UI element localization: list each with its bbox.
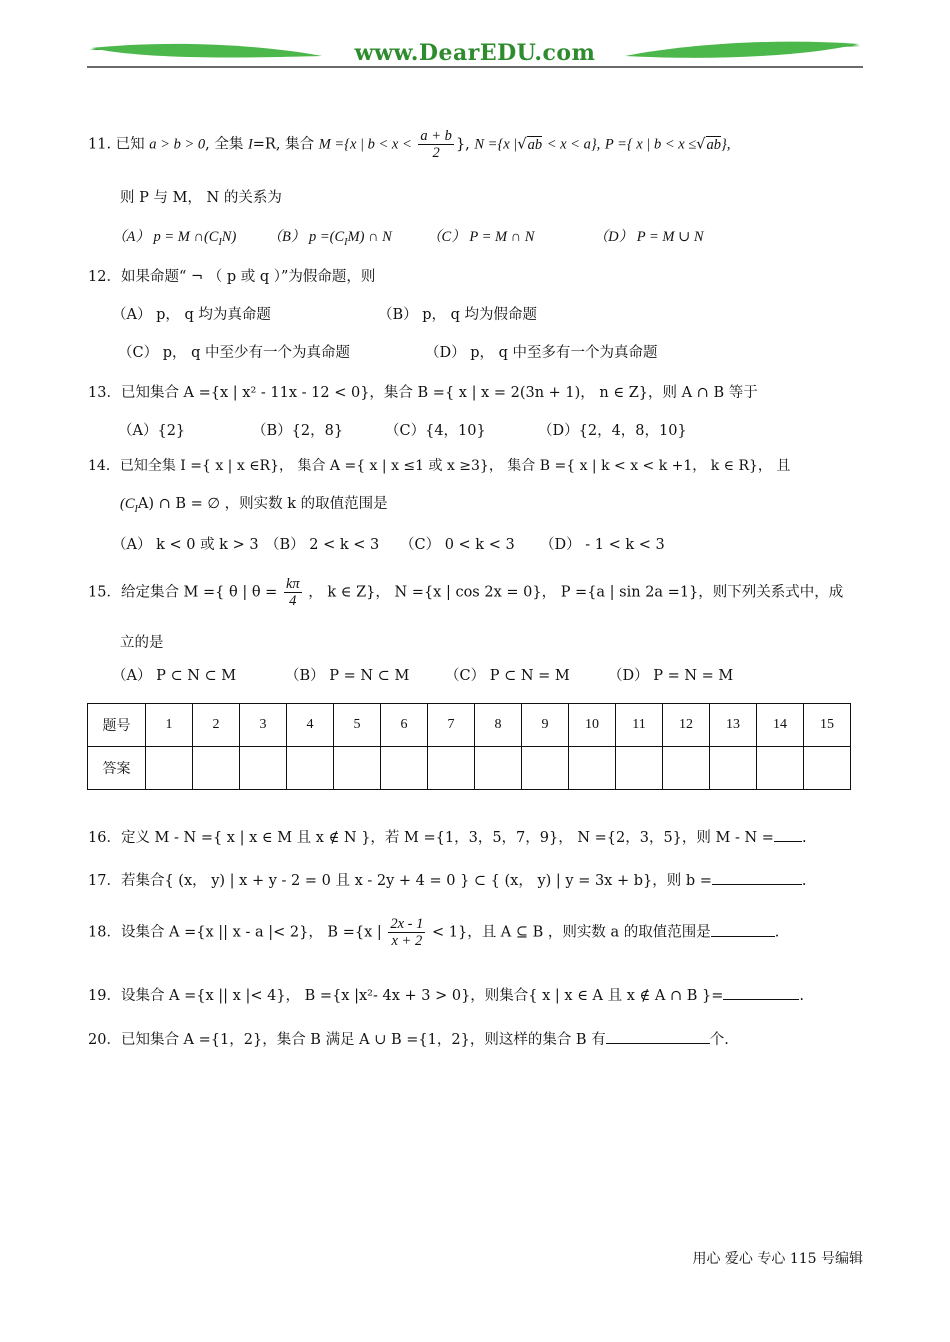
site-logo-text: www.DearEDU.com	[354, 40, 596, 66]
answer-cell[interactable]	[616, 747, 663, 790]
question-14-option-a: （A） k < 0 或 k > 3	[112, 537, 259, 553]
answer-cell[interactable]	[475, 747, 522, 790]
answer-cell[interactable]	[334, 747, 381, 790]
question-11-options: （A） p = M $\cap(C_IN)$ （B） $p =(C_IM)$ ∩ N （C） P = M ∩ N （D） P = M ∪ N	[112, 229, 704, 248]
question-20: 20．已知集合 A ={1，2}，集合 B 满足 A ∪ B ={1，2}，则这样的集合 B 有 个.	[88, 1029, 729, 1050]
answer-blank[interactable]	[774, 827, 802, 842]
answer-cell[interactable]	[381, 747, 428, 790]
table-header-cell: 答案	[88, 747, 146, 790]
question-13-option-b: （B）{2，8}	[252, 423, 344, 439]
answer-blank[interactable]	[723, 985, 799, 1000]
answer-cell[interactable]	[146, 747, 193, 790]
question-15-option-a: （A） P ⊂ N ⊂ M	[112, 668, 237, 684]
answer-cell[interactable]	[193, 747, 240, 790]
answer-table	[87, 703, 851, 790]
fraction: $\frac{a + b}{2}$	[420, 128, 452, 161]
answer-cell[interactable]	[710, 747, 757, 790]
question-13-option-c: （C）{4，10}	[385, 423, 486, 439]
question-13: 13．已知集合 A ={x | x² - 11x - 12 < 0}，集合 B ={ x | x = 2(3n + 1)， n ∈ Z}，则 A ∩ B 等于	[88, 385, 758, 401]
answer-blank[interactable]	[711, 922, 775, 937]
answer-cell[interactable]	[240, 747, 287, 790]
answer-cell[interactable]	[569, 747, 616, 790]
fraction: $\frac{k\pi}{4}$	[285, 576, 300, 609]
fraction: $\frac{2x - 1}{x + 2}$	[390, 916, 424, 949]
question-16: 16．定义 M - N ={ x | x ∈ M 且 x ∉ N }，若 M ={1，3，5，7，9}， N ={2，3，5}，则 M - N = .	[88, 827, 807, 848]
question-12-option-b: （B） p， q 均为假命题	[378, 307, 538, 323]
answer-cell[interactable]	[663, 747, 710, 790]
table-row	[88, 747, 851, 790]
question-14-option-b: （B） 2 < k < 3	[265, 537, 380, 553]
question-12-option-c: （C） p， q 中至少有一个为真命题	[118, 345, 350, 361]
question-15-option-c: （C） P ⊂ N = M	[445, 668, 570, 684]
table-row: 题号 1 2 3 4 5 6 7 8 9 10 11 12 13 14 15	[88, 704, 851, 747]
answer-cell[interactable]	[522, 747, 569, 790]
question-14: 14．已知全集 I ={ x | x ∈R}， 集合 A ={ x | x ≤1 或 x ≥3}， 集合 B ={ x | k < x < k +1， k ∈ R}， 且	[88, 458, 791, 474]
answer-cell[interactable]	[757, 747, 804, 790]
question-13-option-a: （A）{2}	[118, 423, 186, 439]
question-15: 15．给定集合 M ={ θ | θ = $\frac{k\pi}{4}$ ， k ∈ Z}， N ={x | cos 2x = 0}， P ={a | sin 2a =1}，则下列关系式中，成	[88, 576, 844, 609]
question-19: 19．设集合 A ={x || x |< 4}， B ={x |x²- 4x + 3 > 0}，则集合{ x | x ∈ A 且 x ∉ A ∩ B }= .	[88, 985, 804, 1006]
question-14-line2: $(C_IA)$ ∩ B = ∅ ，则实数 k 的取值范围是	[120, 496, 388, 515]
answer-blank[interactable]	[712, 870, 802, 885]
question-12-option-d: （D） p， q 中至多有一个为真命题	[425, 345, 658, 361]
question-15-option-b: （B） P = N ⊂ M	[285, 668, 410, 684]
question-13-option-d: （D）{2，4，8，10}	[538, 423, 687, 439]
answer-cell[interactable]	[287, 747, 334, 790]
table-header-cell: 题号	[88, 704, 146, 747]
answer-cell[interactable]	[428, 747, 475, 790]
question-15-line2: 立的是	[120, 635, 164, 651]
header-banner	[87, 38, 863, 72]
question-11-line2: 则 P 与 M， N 的关系为	[120, 190, 282, 206]
question-12: 12．如果命题“ ¬ （ p 或 q ）”为假命题，则	[88, 269, 376, 285]
answer-blank[interactable]	[606, 1029, 710, 1044]
question-11: 11. 已知 a > b > 0, 全集 I=R, 集合 M ={x | b < x < $\frac{a + b}{2}$ }, N ={x |√ab < x < a}, P ={ x | b < x ≤√ab},	[88, 128, 731, 161]
answer-cell[interactable]	[804, 747, 851, 790]
question-14-option-c: （C） 0 < k < 3	[400, 537, 515, 553]
question-12-option-a: （A） p， q 均为真命题	[112, 307, 271, 323]
question-18: 18．设集合 A ={x || x - a |< 2}， B ={x | $\frac{2x - 1}{x + 2}$ < 1}，且 A ⊆ B ，则实数 a 的取值范围是 .	[88, 916, 780, 949]
page-footer: 用心 爱心 专心 115 号编辑	[692, 1251, 863, 1267]
question-15-option-d: （D） P = N = M	[608, 668, 734, 684]
question-14-option-d: （D） - 1 < k < 3	[540, 537, 665, 553]
question-17: 17．若集合{ (x， y) | x + y - 2 = 0 且 x - 2y + 4 = 0 } ⊂ { (x， y) | y = 3x + b}，则 b = .	[88, 870, 807, 891]
